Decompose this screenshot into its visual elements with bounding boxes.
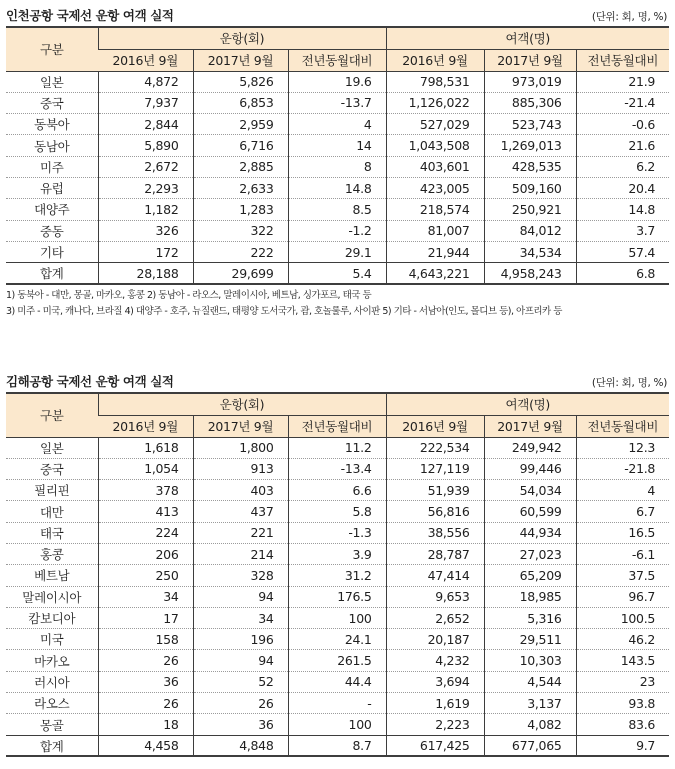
gimhae-cell-name: 홍콩: [6, 543, 98, 564]
gimhae-cell-flights-yoy: 261.5: [288, 650, 386, 671]
incheon-cell-pax-2017: 973,019: [484, 71, 576, 92]
gimhae-cell-pax-2016: 4,232: [386, 650, 484, 671]
gimhae-cell-flights-2016: 4,458: [98, 735, 193, 756]
gimhae-cell-flights-2016: 26: [98, 693, 193, 714]
gimhae-header-pax-yoy: 전년동월대비: [576, 415, 669, 437]
gimhae-cell-flights-2017: 913: [193, 458, 288, 479]
gimhae-cell-flights-yoy: -13.4: [288, 458, 386, 479]
gimhae-cell-flights-2016: 413: [98, 501, 193, 522]
gimhae-table: [6, 392, 669, 757]
gimhae-cell-pax-yoy: -21.8: [576, 458, 669, 479]
gimhae-cell-flights-2017: 214: [193, 543, 288, 564]
incheon-note-line: 3) 미주 - 미국, 캐나다, 브라질 4) 대양주 - 호주, 뉴질랜드, 태평양 도서국가, 괌, 호놀룰루, 사이판 5) 기타 - 서남아(인도, 몰디브 등), 아프리카 등: [6, 305, 562, 317]
gimhae-header-flights-yoy: 전년동월대비: [288, 415, 386, 437]
table-row: [6, 693, 669, 714]
table-row: [6, 114, 669, 135]
gimhae-cell-flights-yoy: -: [288, 693, 386, 714]
gimhae-cell-pax-2016: 1,619: [386, 693, 484, 714]
gimhae-cell-flights-2017: 221: [193, 522, 288, 543]
gimhae-cell-pax-2016: 38,556: [386, 522, 484, 543]
gimhae-cell-pax-2016: 3,694: [386, 671, 484, 692]
table-row: [6, 135, 669, 156]
incheon-cell-flights-2017: 322: [193, 220, 288, 241]
incheon-header-pax-yoy: 전년동월대비: [576, 49, 669, 71]
gimhae-cell-pax-2016: 127,119: [386, 458, 484, 479]
gimhae-cell-pax-2016: 222,534: [386, 437, 484, 458]
gimhae-cell-pax-yoy: 23: [576, 671, 669, 692]
incheon-header-pax-2016: 2016년 9월: [386, 49, 484, 71]
gimhae-cell-pax-2017: 99,446: [484, 458, 576, 479]
gimhae-cell-name: 일본: [6, 437, 98, 458]
gimhae-cell-pax-2017: 3,137: [484, 693, 576, 714]
gimhae-cell-flights-yoy: 6.6: [288, 480, 386, 501]
incheon-cell-name: 합계: [6, 263, 98, 284]
gimhae-cell-pax-2017: 65,209: [484, 565, 576, 586]
gimhae-table-body: [6, 437, 669, 756]
table-row: [6, 650, 669, 671]
gimhae-cell-pax-2017: 44,934: [484, 522, 576, 543]
gimhae-cell-flights-2016: 17: [98, 607, 193, 628]
incheon-cell-flights-2017: 2,959: [193, 114, 288, 135]
gimhae-cell-flights-yoy: 44.4: [288, 671, 386, 692]
incheon-cell-flights-2017: 2,633: [193, 177, 288, 198]
incheon-cell-flights-2016: 4,872: [98, 71, 193, 92]
table-row: [6, 671, 669, 692]
incheon-cell-flights-2017: 222: [193, 241, 288, 262]
incheon-cell-name: 동북아: [6, 114, 98, 135]
gimhae-cell-flights-2017: 403: [193, 480, 288, 501]
incheon-cell-pax-yoy: 21.9: [576, 71, 669, 92]
incheon-cell-flights-2017: 5,826: [193, 71, 288, 92]
gimhae-cell-flights-2017: 34: [193, 607, 288, 628]
incheon-cell-pax-yoy: -0.6: [576, 114, 669, 135]
incheon-cell-pax-yoy: 3.7: [576, 220, 669, 241]
incheon-cell-pax-yoy: 6.8: [576, 263, 669, 284]
table-row: [6, 543, 669, 564]
gimhae-cell-pax-2016: 28,787: [386, 543, 484, 564]
incheon-cell-flights-2016: 326: [98, 220, 193, 241]
incheon-cell-pax-2016: 527,029: [386, 114, 484, 135]
incheon-cell-pax-2016: 403,601: [386, 156, 484, 177]
gimhae-header-pax-2017: 2017년 9월: [484, 415, 576, 437]
incheon-cell-pax-2016: 218,574: [386, 199, 484, 220]
incheon-cell-flights-2017: 6,853: [193, 92, 288, 113]
incheon-cell-name: 일본: [6, 71, 98, 92]
incheon-note-line: 1) 동북아 - 대만, 몽골, 마카오, 홍콩 2) 동남아 - 라오스, 말레이시아, 베트남, 싱가포르, 태국 등: [6, 289, 372, 301]
gimhae-cell-pax-2017: 677,065: [484, 735, 576, 756]
gimhae-cell-pax-2017: 5,316: [484, 607, 576, 628]
incheon-cell-flights-2016: 2,844: [98, 114, 193, 135]
incheon-cell-pax-2017: 428,535: [484, 156, 576, 177]
gimhae-cell-name: 말레이시아: [6, 586, 98, 607]
gimhae-section: [6, 370, 669, 757]
incheon-header-flights: 운항(회): [98, 27, 386, 49]
table-row: [6, 437, 669, 458]
gimhae-cell-pax-2017: 29,511: [484, 629, 576, 650]
table-row: [6, 629, 669, 650]
table-row: [6, 177, 669, 198]
table-row: [6, 199, 669, 220]
gimhae-cell-pax-yoy: 96.7: [576, 586, 669, 607]
incheon-cell-flights-yoy: 4: [288, 114, 386, 135]
gimhae-cell-pax-2017: 54,034: [484, 480, 576, 501]
table-row: [6, 586, 669, 607]
gimhae-cell-flights-yoy: 5.8: [288, 501, 386, 522]
incheon-cell-flights-2017: 1,283: [193, 199, 288, 220]
gimhae-cell-pax-2016: 617,425: [386, 735, 484, 756]
gimhae-cell-pax-yoy: 6.7: [576, 501, 669, 522]
incheon-header-passengers: 여객(명): [386, 27, 669, 49]
gimhae-header-pax-2016: 2016년 9월: [386, 415, 484, 437]
incheon-notes: [6, 288, 669, 320]
incheon-cell-pax-2017: 509,160: [484, 177, 576, 198]
gimhae-cell-name: 캄보디아: [6, 607, 98, 628]
gimhae-cell-flights-2016: 26: [98, 650, 193, 671]
incheon-cell-flights-2016: 172: [98, 241, 193, 262]
incheon-cell-name: 기타: [6, 241, 98, 262]
gimhae-header-flights: 운항(회): [98, 393, 386, 415]
gimhae-cell-flights-2016: 158: [98, 629, 193, 650]
gimhae-cell-flights-2016: 206: [98, 543, 193, 564]
gimhae-cell-flights-2016: 250: [98, 565, 193, 586]
incheon-cell-pax-2016: 81,007: [386, 220, 484, 241]
incheon-cell-name: 동남아: [6, 135, 98, 156]
incheon-cell-pax-yoy: -21.4: [576, 92, 669, 113]
gimhae-cell-name: 몽골: [6, 714, 98, 735]
gimhae-cell-pax-2016: 20,187: [386, 629, 484, 650]
incheon-cell-flights-yoy: 8: [288, 156, 386, 177]
gimhae-cell-name: 필리핀: [6, 480, 98, 501]
incheon-cell-name: 유럽: [6, 177, 98, 198]
incheon-cell-pax-2016: 423,005: [386, 177, 484, 198]
gimhae-header-passengers: 여객(명): [386, 393, 669, 415]
gimhae-cell-flights-2017: 36: [193, 714, 288, 735]
incheon-cell-pax-2017: 4,958,243: [484, 263, 576, 284]
incheon-title: 인천공항 국제선 운항 여객 실적: [6, 8, 174, 23]
incheon-cell-name: 중동: [6, 220, 98, 241]
gimhae-cell-flights-2016: 378: [98, 480, 193, 501]
gimhae-cell-flights-2017: 196: [193, 629, 288, 650]
gimhae-cell-name: 대만: [6, 501, 98, 522]
table-row: [6, 458, 669, 479]
gimhae-cell-pax-yoy: 93.8: [576, 693, 669, 714]
table-row: [6, 220, 669, 241]
gimhae-cell-flights-2017: 437: [193, 501, 288, 522]
incheon-header-flights-yoy: 전년동월대비: [288, 49, 386, 71]
gimhae-cell-flights-yoy: 100: [288, 714, 386, 735]
incheon-cell-pax-2017: 34,534: [484, 241, 576, 262]
incheon-cell-pax-yoy: 20.4: [576, 177, 669, 198]
incheon-section: [6, 4, 669, 320]
gimhae-cell-pax-yoy: -6.1: [576, 543, 669, 564]
gimhae-cell-pax-2016: 9,653: [386, 586, 484, 607]
incheon-table-body: [6, 71, 669, 284]
gimhae-header-category: 구분: [6, 393, 98, 437]
incheon-cell-flights-yoy: 5.4: [288, 263, 386, 284]
gimhae-cell-pax-2016: 47,414: [386, 565, 484, 586]
gimhae-cell-flights-yoy: -1.3: [288, 522, 386, 543]
incheon-cell-name: 중국: [6, 92, 98, 113]
table-row: [6, 565, 669, 586]
incheon-cell-flights-yoy: 19.6: [288, 71, 386, 92]
incheon-cell-pax-yoy: 6.2: [576, 156, 669, 177]
gimhae-cell-flights-yoy: 8.7: [288, 735, 386, 756]
incheon-cell-flights-2016: 2,672: [98, 156, 193, 177]
gimhae-cell-name: 미국: [6, 629, 98, 650]
incheon-cell-pax-2017: 885,306: [484, 92, 576, 113]
gimhae-cell-pax-2016: 51,939: [386, 480, 484, 501]
incheon-cell-flights-yoy: 29.1: [288, 241, 386, 262]
incheon-cell-flights-2016: 5,890: [98, 135, 193, 156]
gimhae-cell-flights-2017: 4,848: [193, 735, 288, 756]
incheon-cell-pax-2016: 21,944: [386, 241, 484, 262]
gimhae-cell-flights-2016: 1,054: [98, 458, 193, 479]
gimhae-total-row: [6, 735, 669, 756]
gimhae-cell-flights-2016: 36: [98, 671, 193, 692]
incheon-cell-flights-yoy: -1.2: [288, 220, 386, 241]
gimhae-cell-pax-yoy: 143.5: [576, 650, 669, 671]
gimhae-cell-flights-yoy: 11.2: [288, 437, 386, 458]
incheon-unit: (단위: 회, 명, %): [591, 11, 667, 23]
gimhae-cell-pax-yoy: 4: [576, 480, 669, 501]
gimhae-cell-name: 중국: [6, 458, 98, 479]
incheon-cell-pax-2017: 1,269,013: [484, 135, 576, 156]
gimhae-header-flights-2016: 2016년 9월: [98, 415, 193, 437]
gimhae-cell-pax-2016: 2,652: [386, 607, 484, 628]
incheon-cell-flights-2016: 2,293: [98, 177, 193, 198]
incheon-cell-flights-yoy: -13.7: [288, 92, 386, 113]
incheon-cell-pax-yoy: 14.8: [576, 199, 669, 220]
gimhae-cell-pax-yoy: 12.3: [576, 437, 669, 458]
gimhae-cell-flights-yoy: 3.9: [288, 543, 386, 564]
incheon-cell-pax-yoy: 57.4: [576, 241, 669, 262]
gimhae-cell-flights-2016: 34: [98, 586, 193, 607]
incheon-cell-pax-2017: 523,743: [484, 114, 576, 135]
incheon-header-pax-2017: 2017년 9월: [484, 49, 576, 71]
gimhae-title: 김해공항 국제선 운항 여객 실적: [6, 374, 174, 389]
gimhae-cell-pax-2017: 18,985: [484, 586, 576, 607]
incheon-cell-flights-2016: 28,188: [98, 263, 193, 284]
gimhae-cell-pax-2016: 2,223: [386, 714, 484, 735]
gimhae-cell-flights-yoy: 24.1: [288, 629, 386, 650]
gimhae-cell-pax-2017: 60,599: [484, 501, 576, 522]
incheon-cell-flights-2017: 6,716: [193, 135, 288, 156]
gimhae-unit: (단위: 회, 명, %): [591, 377, 667, 389]
gimhae-cell-pax-yoy: 100.5: [576, 607, 669, 628]
gimhae-cell-pax-2017: 4,082: [484, 714, 576, 735]
incheon-total-row: [6, 263, 669, 284]
gimhae-cell-pax-yoy: 83.6: [576, 714, 669, 735]
incheon-title-row: [6, 4, 669, 26]
gimhae-cell-flights-2017: 1,800: [193, 437, 288, 458]
gimhae-cell-flights-2017: 94: [193, 586, 288, 607]
gimhae-cell-pax-2017: 4,544: [484, 671, 576, 692]
incheon-cell-name: 대양주: [6, 199, 98, 220]
gimhae-cell-pax-yoy: 9.7: [576, 735, 669, 756]
gimhae-cell-pax-2017: 249,942: [484, 437, 576, 458]
gimhae-cell-name: 합계: [6, 735, 98, 756]
incheon-header-flights-2016: 2016년 9월: [98, 49, 193, 71]
incheon-header-category: 구분: [6, 27, 98, 71]
gimhae-cell-pax-2016: 56,816: [386, 501, 484, 522]
incheon-header-flights-2017: 2017년 9월: [193, 49, 288, 71]
gimhae-cell-pax-yoy: 16.5: [576, 522, 669, 543]
gimhae-cell-flights-2016: 18: [98, 714, 193, 735]
gimhae-cell-pax-2017: 27,023: [484, 543, 576, 564]
gimhae-cell-name: 베트남: [6, 565, 98, 586]
gimhae-cell-flights-yoy: 31.2: [288, 565, 386, 586]
incheon-cell-pax-2016: 1,043,508: [386, 135, 484, 156]
incheon-cell-flights-2017: 2,885: [193, 156, 288, 177]
incheon-cell-pax-2017: 84,012: [484, 220, 576, 241]
gimhae-cell-flights-2016: 224: [98, 522, 193, 543]
incheon-cell-pax-yoy: 21.6: [576, 135, 669, 156]
table-row: [6, 71, 669, 92]
table-row: [6, 522, 669, 543]
gimhae-cell-flights-2016: 1,618: [98, 437, 193, 458]
gimhae-cell-name: 태국: [6, 522, 98, 543]
incheon-cell-flights-2017: 29,699: [193, 263, 288, 284]
gimhae-header-flights-2017: 2017년 9월: [193, 415, 288, 437]
incheon-table: [6, 26, 669, 285]
incheon-cell-pax-2016: 798,531: [386, 71, 484, 92]
incheon-cell-name: 미주: [6, 156, 98, 177]
gimhae-cell-name: 마카오: [6, 650, 98, 671]
gimhae-cell-pax-yoy: 37.5: [576, 565, 669, 586]
table-row: [6, 92, 669, 113]
gimhae-title-row: [6, 370, 669, 392]
gimhae-cell-name: 라오스: [6, 693, 98, 714]
incheon-cell-flights-yoy: 14: [288, 135, 386, 156]
incheon-cell-flights-yoy: 14.8: [288, 177, 386, 198]
table-row: [6, 714, 669, 735]
incheon-cell-flights-2016: 1,182: [98, 199, 193, 220]
gimhae-cell-flights-yoy: 176.5: [288, 586, 386, 607]
table-row: [6, 241, 669, 262]
incheon-cell-pax-2016: 1,126,022: [386, 92, 484, 113]
gimhae-cell-flights-2017: 94: [193, 650, 288, 671]
gimhae-cell-flights-2017: 52: [193, 671, 288, 692]
gimhae-cell-flights-2017: 26: [193, 693, 288, 714]
gimhae-cell-flights-yoy: 100: [288, 607, 386, 628]
gimhae-cell-pax-yoy: 46.2: [576, 629, 669, 650]
incheon-cell-flights-yoy: 8.5: [288, 199, 386, 220]
table-row: [6, 501, 669, 522]
gimhae-cell-name: 러시아: [6, 671, 98, 692]
table-row: [6, 480, 669, 501]
gimhae-cell-flights-2017: 328: [193, 565, 288, 586]
table-row: [6, 156, 669, 177]
incheon-cell-pax-2016: 4,643,221: [386, 263, 484, 284]
gimhae-cell-pax-2017: 10,303: [484, 650, 576, 671]
table-row: [6, 607, 669, 628]
incheon-cell-pax-2017: 250,921: [484, 199, 576, 220]
incheon-cell-flights-2016: 7,937: [98, 92, 193, 113]
